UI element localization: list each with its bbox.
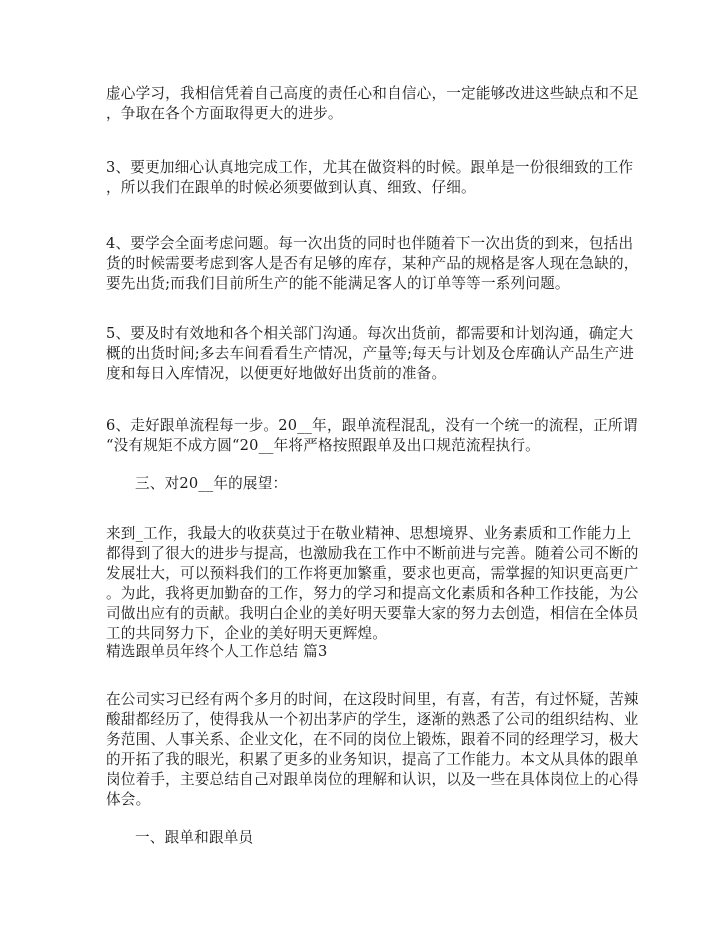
section-heading: 一、跟单和跟单员 [135,829,254,846]
text-line: 货的时候需要考虑到客人是否有足够的库存，某种产品的规格是客人现在急缺的， [106,255,639,272]
section-heading: 三、对20__年的展望： [135,475,288,492]
text-line: 3、要更加细心认真地完成工作，尤其在做资料的时候。跟单是一份很细致的工作 [106,159,634,176]
text-line: 来到_工作，我最大的收获莫过于在敬业精神、思想境界、业务素质和工作能力上 [106,525,632,542]
text-line: 务范围、人事关系、企业文化，在不同的岗位上锻炼，跟着不同的经理学习，极大 [106,731,639,748]
text-line: 都得到了很大的进步与提高，也激励我在工作中不断前进与完善。随着公司不断的 [106,545,639,562]
text-line: “没有规矩不成方圆“20__年将严格按照跟单及出口规范流程执行。 [106,437,540,454]
text-line: 4、要学会全面考虑问题。每一次出货的同时也伴随着下一次出货的到来，包括出 [106,235,634,252]
text-line: 酸甜都经历了，使得我从一个初出茅庐的学生，逐渐的熟悉了公司的组织结构、业 [106,711,639,728]
text-line: ，所以我们在跟单的时候必须要做到认真、细致、仔细。 [106,179,476,196]
text-line: 6、走好跟单流程每一步。20__年，跟单流程混乱，没有一个统一的流程，正所谓 [106,417,638,434]
text-line: 。为此，我将更加勤奋的工作，努力的学习和提高文化素质和各种工作技能，为公 [106,585,639,602]
text-line: 体会。 [106,791,151,808]
text-line: 岗位着手，主要总结自己对跟单岗位的理解和认识，以及一些在具体岗位上的心得 [106,771,639,788]
text-line: 要先出货;而我们目前所生产的能不能满足客人的订单等等一系列问题。 [106,275,570,292]
text-line: 在公司实习已经有两个多月的时间，在这段时间里，有喜，有苦，有过怀疑，苦辣 [106,691,639,708]
text-line: 工的共同努力下，企业的美好明天更辉煌。 [106,625,388,642]
text-line: 概的出货时间;多去车间看看生产情况，产量等;每天与计划及仓库确认产品生产进 [106,345,635,362]
text-line: 5、要及时有效地和各个相关部门沟通。每次出货前，都需要和计划沟通，确定大 [106,325,634,342]
text-line: 的开拓了我的眼光，积累了更多的业务知识，提高了工作能力。本文从具体的跟单 [106,751,639,768]
text-line: 司做出应有的贡献。我明白企业的美好明天要靠大家的努力去创造，相信在全体员 [106,605,639,622]
text-line: 度和每日入库情况，以便更好地做好出货前的准备。 [106,365,447,382]
text-line: 虚心学习，我相信凭着自己高度的责任心和自信心，一定能够改进这些缺点和不足 [106,85,639,102]
text-line: ，争取在各个方面取得更大的进步。 [106,105,343,122]
text-line: 发展壮大，可以预料我们的工作将更加繁重，要求也更高，需掌握的知识更高更广 [106,565,639,582]
document-title: 精选跟单员年终个人工作总结 篇3 [106,643,328,660]
